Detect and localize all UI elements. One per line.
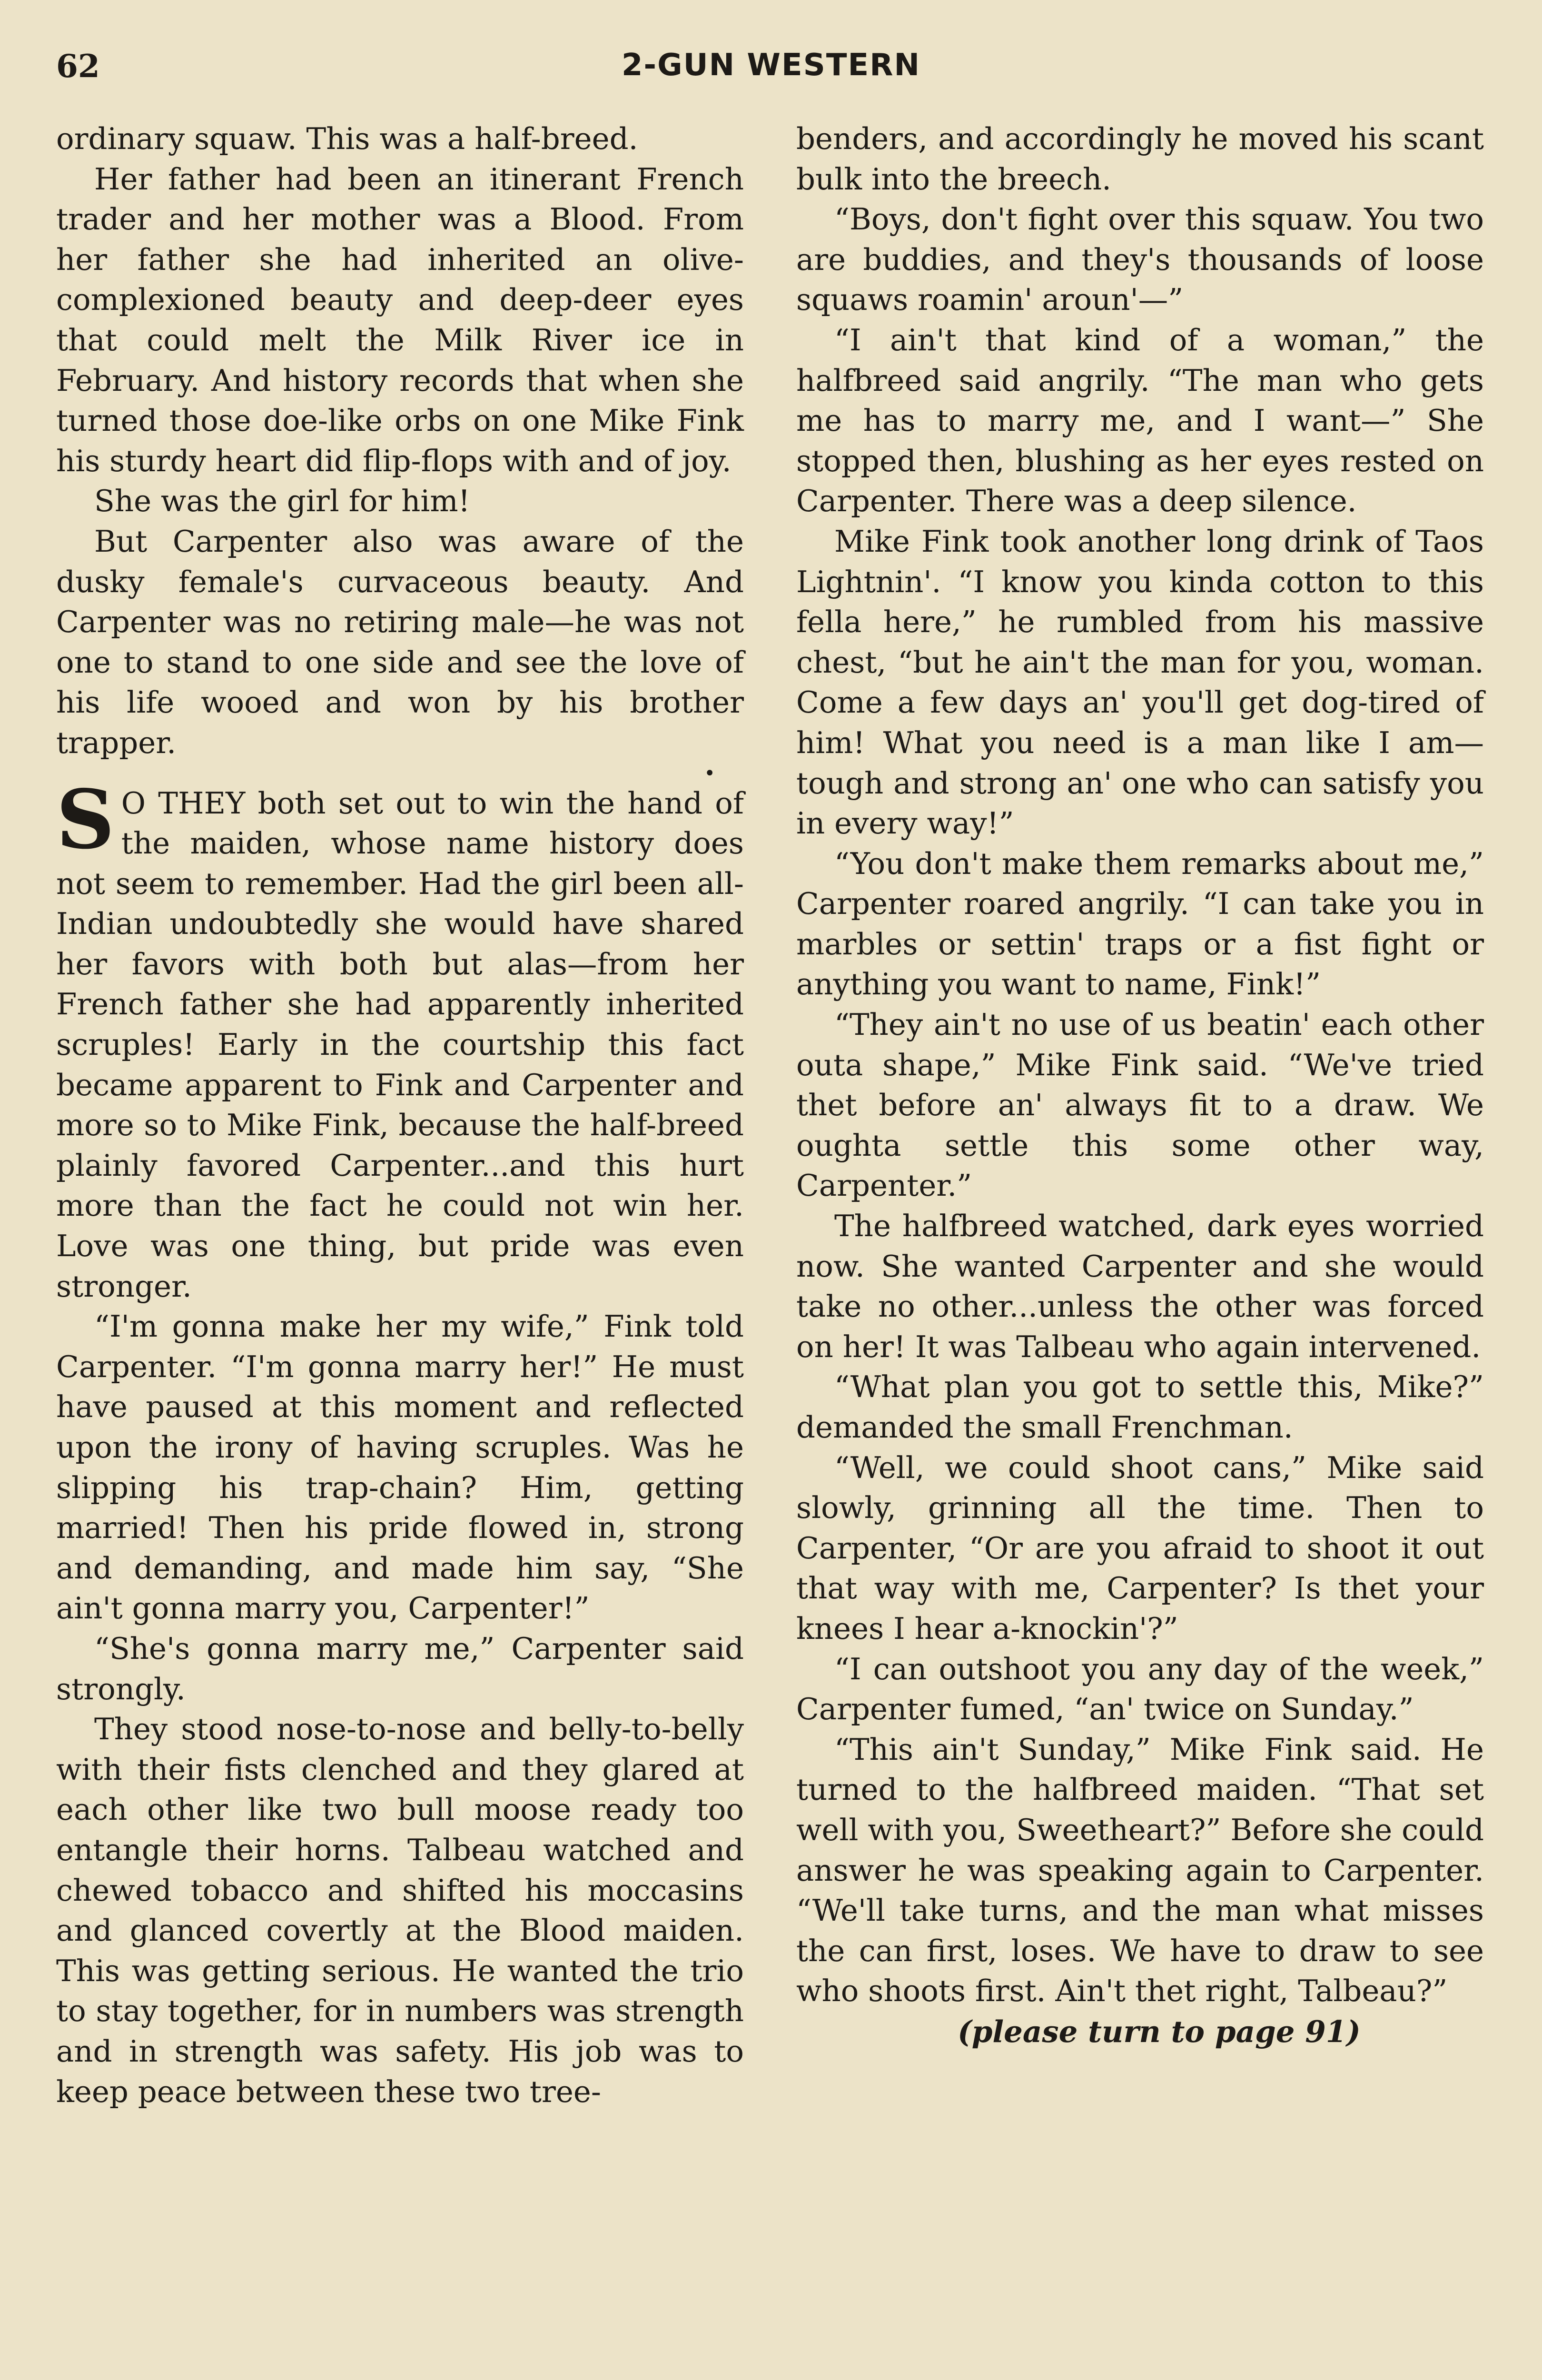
paragraph: “This ain't Sunday,” Mike Fink said. He turned to the halfbreed maiden. “That set well with you, Sweetheart?” Before she could answer he was speaking again to Carpenter. “We'll take turns, and the man what misses the can first, loses. We have to draw to see who shoots first. Ain't thet right, Talbeau?”	[796, 1732, 1484, 2009]
paragraph: “What plan you got to settle this, Mike?” demanded the small Frenchman.	[796, 1369, 1484, 1445]
paragraph: “Boys, don't fight over this squaw. You two are buddies, and they's thousands of loose squaws roamin' aroun'—”	[796, 202, 1484, 317]
page-number: 62	[56, 48, 100, 85]
section-break-mark: •	[704, 762, 715, 784]
paragraph: “Well, we could shoot cans,” Mike said slowly, grinning all the time. Then to Carpenter, “Or are you afraid to shoot it out that way with me, Carpenter? Is thet your knees I hear a-knockin'?”	[796, 1450, 1484, 1646]
magazine-title: 2-GUN WESTERN	[621, 48, 921, 83]
paragraph: Mike Fink took another long drink of Taos Lightnin'. “I know you kinda cotton to this fella here,” he rumbled from his massive chest, “but he ain't the man for you, woman. Come a few days an' you'll get dog-tired of him! What you need is a man like I am—tough and strong an' one who can satisfy you in every way!”	[796, 524, 1484, 841]
paragraph-text: O THEY both set out to win the hand of the maiden, whose name history does not seem to remember. Had the girl been all-Indian undoubtedly she would have shared her favors with both but alas—from her French father she had apparently inherited scruples! Early in the courtship this fact became apparent to Fink and Carpenter and more so to Mike Fink, because the half-breed plainly favored Carpenter...and this hurt more than the fact he could not win her. Love was one thing, but pride was even stronger.	[56, 785, 744, 1304]
paragraph: “I'm gonna make her my wife,” Fink told Carpenter. “I'm gonna marry her!” He must have paused at this moment and reflected upon the irony of having scruples. Was he slipping his trap-chain? Him, getting married! Then his pride flowed in, strong and demanding, and made him say, “She ain't gonna marry you, Carpenter!”	[56, 1309, 744, 1626]
paragraph: She was the girl for him!	[94, 484, 470, 519]
drop-cap: S	[56, 772, 115, 867]
paragraph: “They ain't no use of us beatin' each other outa shape,” Mike Fink said. “We've tried thet before an' always fit to a draw. We oughta settle this some other way, Carpenter.”	[796, 1007, 1484, 1203]
paragraph: “I ain't that kind of a woman,” the halfbreed said angrily. “The man who gets me has to marry me, and I want—” She stopped then, blushing as her eyes rested on Carpenter. There was a deep silence.	[796, 322, 1484, 519]
paragraph-with-dropcap	[56, 772, 744, 1307]
paragraph: They stood nose-to-nose and belly-to-belly with their fists clenched and they glared at each other like two bull moose ready too entangle their horns. Talbeau watched and chewed tobacco and shifted his moccasins and glanced covertly at the Blood maiden. This was getting serious. He wanted the trio to stay together, for in numbers was strength and in strength was safety. His job was to keep peace between these two tree-	[56, 1712, 744, 2109]
paragraph: Her father had been an itinerant French trader and her mother was a Blood. From her father she had inherited an olive-complexioned beauty and deep-deer eyes that could melt the Milk River ice in February. And history records that when she turned those doe-like orbs on one Mike Fink his sturdy heart did flip-flops with and of joy.	[56, 161, 744, 478]
left-column	[56, 119, 744, 2380]
paragraph: “I can outshoot you any day of the week,” Carpenter fumed, “an' twice on Sunday.”	[796, 1651, 1484, 1727]
text-columns	[56, 119, 1489, 2380]
paragraph: But Carpenter also was aware of the dusky female's curvaceous beauty. And Carpenter was no retiring male—he was not one to stand to one side and see the love of his life wooed and won by his brother trapper.	[56, 524, 744, 760]
paragraph: benders, and accordingly he moved his scant bulk into the breech.	[796, 121, 1484, 197]
paragraph: “She's gonna marry me,” Carpenter said strongly.	[56, 1631, 744, 1706]
paragraph: “You don't make them remarks about me,” Carpenter roared angrily. “I can take you in marbles or settin' traps or a fist fight or anything you want to name, Fink!”	[796, 846, 1484, 1002]
continuation-note: (please turn to page 91)	[958, 2013, 1361, 2049]
right-column	[796, 119, 1484, 2380]
paragraph: The halfbreed watched, dark eyes worried now. She wanted Carpenter and she would take no other...unless the other was forced on her! It was Talbeau who again intervened.	[796, 1209, 1484, 1364]
paragraph: ordinary squaw. This was a half-breed.	[56, 121, 638, 156]
page-header	[56, 48, 1486, 100]
